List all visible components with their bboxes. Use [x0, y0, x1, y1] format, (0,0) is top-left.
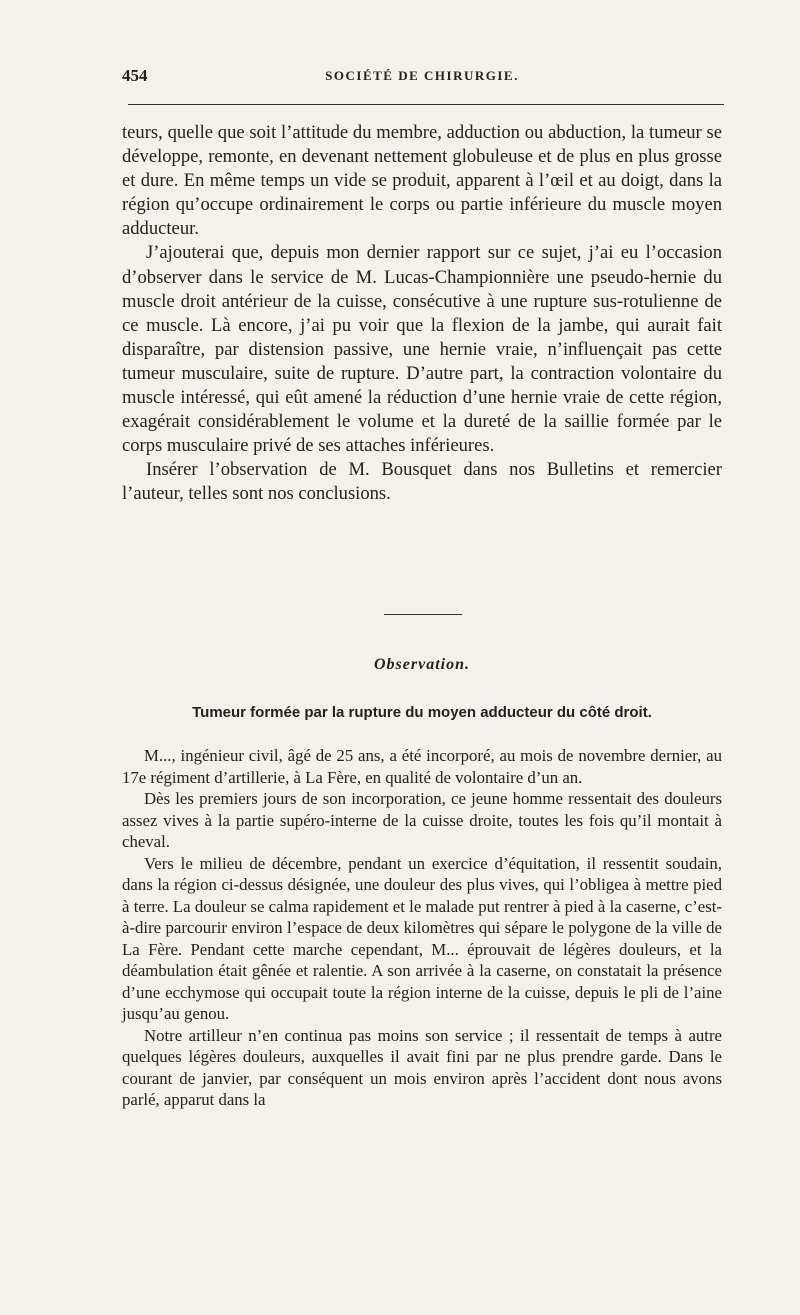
page-number: 454 — [122, 66, 148, 85]
header-rule — [128, 104, 724, 105]
observation-paragraph: Dès les premiers jours de son incorporation, ce jeune homme ressentait des douleurs assez vives à la partie supéro-interne de la cuisse droite, toutes les fois qu’il montait à cheval. — [122, 789, 722, 851]
report-paragraph: J’ajouterai que, depuis mon dernier rapport sur ce sujet, j’ai eu l’occasion d’observer dans le service de M. Lucas-Championnière une pseudo-hernie du muscle droit antérieur de la cuisse, consécutive à une rupture sus-rotulienne de ce muscle. Là encore, j’ai pu voir que la flexion de la jambe, qui aurait fait disparaître, par distension passive, une hernie vraie, n’influençait pas cette tumeur musculaire, suite de rupture. D’autre part, la contraction volontaire du muscle intéressé, qui eût amené la réduction d’une hernie vraie de cette région, exagérait considérablement le volume et la dureté de la saillie formée par le corps musculaire privé de ses attaches inférieures. — [122, 242, 722, 457]
report-paragraph: Insérer l’observation de M. Bousquet dans nos Bulletins et remercier l’auteur, telles sont nos conclusions. — [122, 459, 722, 505]
observation-paragraph: M..., ingénieur civil, âgé de 25 ans, a été incorporé, au mois de novembre dernier, au 17e régiment d’artillerie, à La Fère, en qualité de volontaire d’un an. — [122, 746, 722, 787]
observation-body — [122, 745, 722, 1111]
observation-paragraph: Notre artilleur n’en continua pas moins son service ; il ressentait de temps à autre quelques légères douleurs, auxquelles il avait fini par ne plus prendre garde. Dans le courant de janvier, par conséquent un mois environ après l’accident dont nous avons parlé, apparut dans la — [122, 1025, 722, 1109]
observation-subtitle: Tumeur formée par la rupture du moyen adducteur du côté droit. — [192, 704, 652, 721]
running-title: SOCIÉTÉ DE CHIRURGIE. — [325, 68, 519, 83]
report-body — [122, 121, 722, 507]
observation-paragraph: Vers le milieu de décembre, pendant un exercice d’équitation, il ressentit soudain, dans la région ci-dessus désignée, une douleur des plus vives, qui l’obligea à mettre pied à terre. La douleur se calma rapidement et le malade put rentrer à pied à la caserne, c’est-à-dire parcourir environ l’espace de deux kilomètres qui sépare le polygone de la ville de La Fère. Pendant cette marche cependant, M... éprouvait de légères douleurs, et la déambulation était gênée et ralentie. A son arrivée à la caserne, on constatait la présence d’une ecchymose qui occupait toute la région interne de la cuisse, depuis le pli de l’aine jusqu’au genou. — [122, 853, 722, 1023]
section-separator — [384, 614, 462, 615]
running-head — [122, 66, 722, 90]
observation-title: Observation. — [374, 656, 470, 673]
report-paragraph: teurs, quelle que soit l’attitude du membre, adduction ou abduction, la tumeur se développe, remonte, en devenant nettement globuleuse et de plus en plus grosse et dure. En même temps un vide se produit, apparent à l’œil et au doigt, dans la région qu’occupe ordinairement le corps ou partie inférieure du muscle moyen adducteur. — [122, 122, 722, 240]
